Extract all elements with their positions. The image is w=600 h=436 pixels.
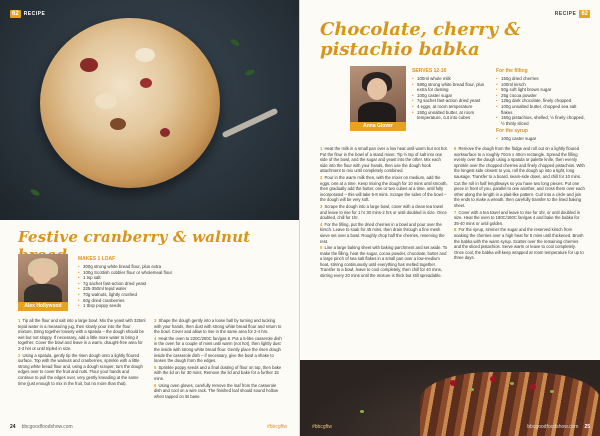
step-number: 3 xyxy=(320,203,323,209)
ingredient-item: • 60g dried cranberries xyxy=(78,298,278,304)
method-column-2 xyxy=(154,318,282,400)
step-number: 1 xyxy=(320,146,323,151)
ingredient-item: • 4 eggs, at room temperature xyxy=(412,104,492,110)
method-step xyxy=(18,318,146,352)
serves-label: SERVES 12-16 xyxy=(412,68,447,74)
step-text: Line a large baking sheet with baking parchment and set aside. To make the filling, heat the sugar, cocoa powder, chocolate, butter and a large pinch of sea salt flakes in a small pan over a low-medium heat, stirring continuously until everything has melted together. Transfer to a bowl, leave to cool completely, then chill for 40 mins, stirring every 20 mins until the mixture is thick but still spreadable. xyxy=(320,245,448,279)
syrup-heading: For the syrup xyxy=(496,128,528,135)
ingredients-block xyxy=(78,256,278,309)
step-text: Sprinkle poppy seeds and a final dusting of flour on top, then bake with the lid on for 30 mins. Remove the lid and bake for a further 15 mins. xyxy=(154,364,282,381)
ingredient-item: • 1 tbsp poppy seeds xyxy=(78,303,278,309)
syrup-list xyxy=(496,136,588,142)
page-footer xyxy=(527,424,590,430)
tag-number: 62 xyxy=(581,11,588,17)
ingredient-item: • 70g walnuts, lightly crushed xyxy=(78,292,278,298)
method-step xyxy=(454,181,586,209)
ingredient-item: • 100ml whole milk xyxy=(412,76,492,82)
step-number: 2 xyxy=(18,352,21,358)
step-number: 2 xyxy=(320,174,323,180)
step-number: 7 xyxy=(454,209,457,215)
hashtag: #bbcgftw xyxy=(312,424,333,430)
method-step xyxy=(320,222,448,244)
method-step xyxy=(154,318,282,335)
step-number: 3 xyxy=(154,318,157,323)
method-step xyxy=(320,175,448,203)
step-text: Pour in the warm milk then, with the mixer on medium, add the eggs, one at a time. Keep mixing the dough for 10 mins until smooth, then gradually add the butter, one or two cubes at a time, until fully incorporated – this will take 5-8 mins. Scrape the sides of the bowl – the dough will be very soft. xyxy=(320,174,448,203)
makes-label: MAKES 1 LOAF xyxy=(78,256,116,262)
ingredient-item: • 1 tsp salt xyxy=(78,275,278,281)
method-step xyxy=(154,336,282,364)
ingredient-item: • 50g soft light brown sugar xyxy=(496,87,588,93)
author-name: Alex Hollywood xyxy=(18,302,68,311)
recipe-title: Chocolate, cherry & pistachio babka xyxy=(320,19,521,60)
right-page xyxy=(300,0,600,436)
ingredient-item: • 100g unsalted butter, chopped sea salt flakes xyxy=(496,104,588,115)
author-photo xyxy=(350,66,406,122)
ingredients-list xyxy=(412,76,492,121)
step-text: Remove the dough from the fridge and roll out on a lightly floured worksurface to a roughly 70cm x 40cm rectangle. Spread the filling evenly over the dough using a spatula or palette knife, then evenly sprinkle over the chopped cherries and finely chopped pistachios. With the longest side closest to you, roll the dough up into a tight, long sausage. Transfer to a board, seam-side down, and chill for 10 mins. xyxy=(454,146,585,179)
tag-label: RECIPE xyxy=(554,11,577,17)
author-name: Anna Glover xyxy=(350,122,406,131)
method-step xyxy=(454,210,586,227)
knife-image xyxy=(222,108,279,139)
page-number: 25 xyxy=(584,424,590,430)
ingredient-item: • 25g cocoa powder xyxy=(496,93,588,99)
recipe-tag xyxy=(10,10,45,18)
method-step xyxy=(154,383,282,400)
recipe-title: Festive cranberry & walnut xyxy=(18,228,251,246)
step-number: 4 xyxy=(320,221,323,227)
method-column-1 xyxy=(18,318,146,387)
ingredient-item: • 100g caster sugar xyxy=(412,93,492,99)
recipe-tag xyxy=(555,10,590,18)
step-number: 1 xyxy=(18,318,21,323)
method-step xyxy=(18,353,146,387)
method-step xyxy=(320,146,448,174)
step-text: Using oven gloves, carefully remove the loaf from the casserole dish and cool on a wire rack. The finished loaf should sound hollow when tapped on its base. xyxy=(154,382,278,399)
hashtag: #bbcgftw xyxy=(266,424,287,430)
method-column-1 xyxy=(320,146,448,280)
step-number: 6 xyxy=(454,146,457,151)
page-footer xyxy=(10,424,73,430)
step-text: For the syrup, simmer the sugar and the reserved kirsch from soaking the cherries over a high heat for 5 mins until thickened. Brush the babka with the warm syrup. Scatter over the remaining cherries and the sliced pistachios. Serve warm or leave to cool completely. Once cool, the babka will keep wrapped at room temperature for up to three days. xyxy=(454,227,584,261)
method-column-2 xyxy=(454,146,586,262)
ingredients-list xyxy=(78,264,278,309)
step-number: 4 xyxy=(154,335,157,341)
bread-photo xyxy=(0,0,300,220)
page-number: 24 xyxy=(10,424,16,430)
ingredient-item: • 300g strong white bread flour, plus extra xyxy=(78,264,278,270)
ingredient-item: • 125g dark chocolate, finely chopped xyxy=(496,98,588,104)
step-text: Heat the oven to 220C/200C fan/gas 8. Put a 5-litre casserole dish in the oven for a couple of mins until warm (not hot), then lightly dust the inside with strong white bread flour. Gently place the risen dough inside the casserole dish – if necessary, give the bowl a shake to loosen the dough from the edges. xyxy=(154,335,282,364)
ingredient-item: • 325-350ml tepid water xyxy=(78,286,278,292)
site-url: bbcgoodfoodshow.com xyxy=(21,424,73,430)
step-number: 5 xyxy=(154,364,157,370)
step-text: Shape the dough gently into a loose ball by turning and tucking with your hands, then dust with strong white bread flour and return to the bowl. Cover and allow to rise in the same area for 2-4 hrs. xyxy=(154,318,282,335)
author-photo xyxy=(18,254,68,302)
ingredient-item: • 150g unsalted butter, at room temperature, cut into cubes xyxy=(412,110,492,121)
step-number: 5 xyxy=(320,245,323,251)
step-text: Cut the roll in half lengthways so you have two long pieces. Put one piece in front of you, parallel to one another, and cross them over each other along the length in a plait-like pattern. Curl into a circle and join the ends to make a wreath, then carefully transfer to the lined baking sheet. xyxy=(454,180,585,208)
step-text: For the filling, put the dried cherries in a bowl and pour over the kirsch. Leave to soak for 45 mins, then drain through a fine mesh sieve set over a bowl. Roughly chop half the cherries, reserving the rest. xyxy=(320,221,445,244)
step-text: Heat the milk in a small pan over a low heat until warm but not hot. Put the flour in the bowl of a stand mixer. Tip ½ tsp of salt into one side of the bowl, and the sugar and yeast into the other. Mix each side into the flour with your hands, then use the dough hook attachment to mix until completely combined. xyxy=(320,146,448,174)
method-step xyxy=(320,245,448,279)
filling-block xyxy=(496,68,588,142)
method-step xyxy=(154,365,282,382)
method-step xyxy=(454,146,586,180)
ingredient-item: • 150g pistachios, shelled, ½ finely chopped, ½ thinly sliced xyxy=(496,115,588,126)
ingredient-item: • 7g sachet fast-action dried yeast xyxy=(412,98,492,104)
step-number: 6 xyxy=(154,382,157,388)
step-number: 8 xyxy=(454,227,457,233)
step-text: Cover with a tea towel and leave to rise for 1hr, or until doubled in size. Heat the oven to 180C/160C fan/gas 4 and bake the babka for 35-40 mins or until golden. xyxy=(454,209,581,226)
ingredient-item: • 150g dried cherries xyxy=(496,76,588,82)
bread-loaf-image xyxy=(40,18,220,188)
method-step xyxy=(320,204,448,221)
ingredient-item: • 100g Scottish cobbler flour or wholemeal flour xyxy=(78,270,278,276)
ingredient-item: • 100g caster sugar xyxy=(496,136,588,142)
ingredient-item: • 7g sachet fast-action dried yeast xyxy=(78,281,278,287)
ingredients-block xyxy=(412,68,492,121)
step-text: Using a spatula, gently tip the risen dough onto a lightly floured surface. Top with the walnuts and cranberries, sprinkle with a little strong white bread flour and, using a dough scraper, turn the dough edges over to cover the fruit and nuts. Flour your hands and continue to pull the edges over, very gently kneading at the same time (just enough to mix in the fruit, but no more than that). xyxy=(18,352,143,386)
method-step xyxy=(454,227,586,261)
filling-heading: For the filling xyxy=(496,68,528,74)
filling-list xyxy=(496,76,588,126)
ingredient-item: • 100ml kirsch xyxy=(496,82,588,88)
tag-number: 62 xyxy=(12,11,19,17)
step-text: Tip all the flour and salt into a large bowl. Mix the yeast with 325ml tepid water in a measuring jug, then slowly pour into the flour mixture. Bring together loosely with a spatula – the dough should be wet but not sloppy. If necessary, add a little more water to bring it together. Cover the bowl and leave in a warm, draught-free area for 2-3 hrs or until tripled in size. xyxy=(18,318,146,351)
step-text: Scrape the dough into a large bowl, cover with a clean tea towel and leave to rise for 1 hr 30 mins-2 hrs or until doubled in size. Once doubled, chill for 1hr. xyxy=(320,203,447,221)
site-url: bbcgoodfoodshow.com xyxy=(527,424,579,430)
ingredient-item: • 580g strong white bread flour, plus extra for dusting xyxy=(412,82,492,93)
tag-label: RECIPE xyxy=(23,11,46,17)
